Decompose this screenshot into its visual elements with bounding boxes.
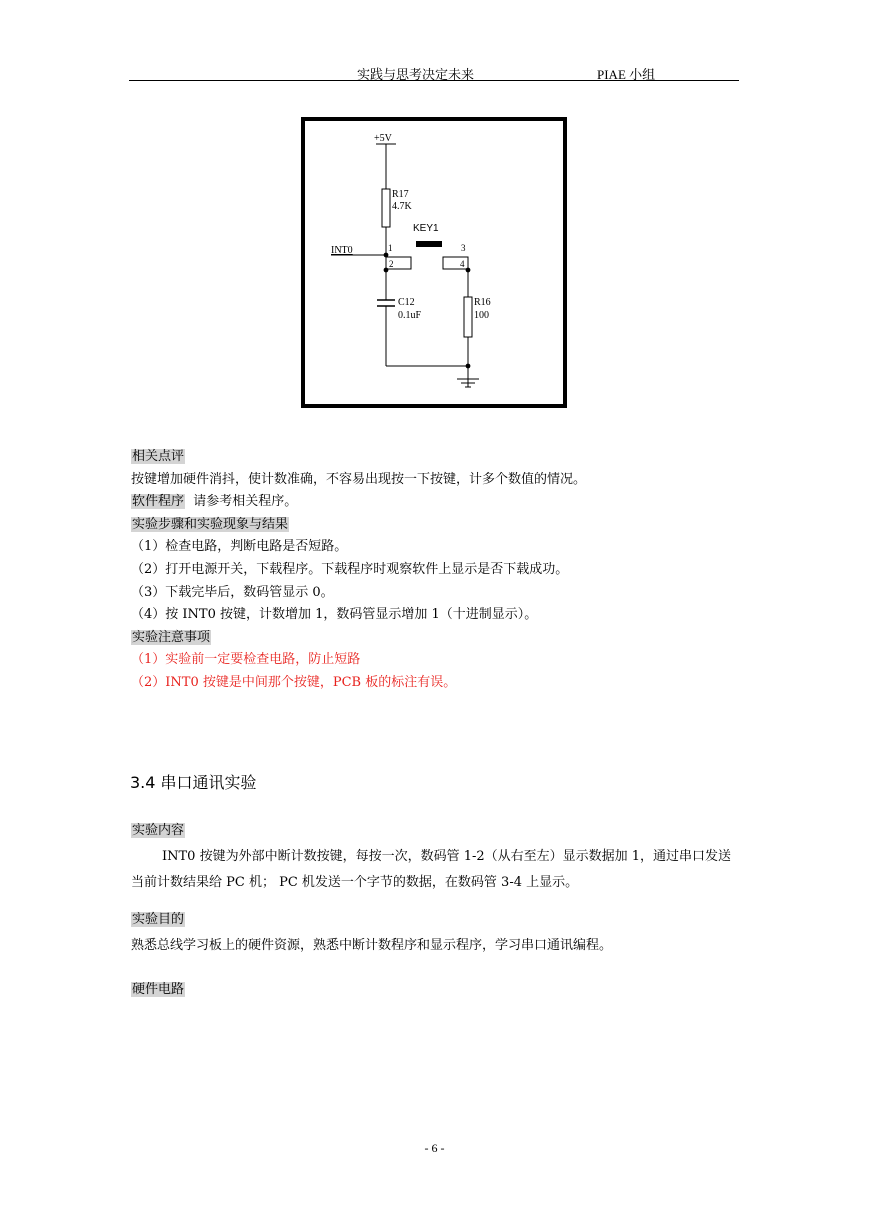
software-text: 请参考相关程序。 bbox=[193, 494, 298, 510]
hardware-label: 硬件电路 bbox=[132, 982, 185, 997]
header-group: PIAE 小组 bbox=[597, 67, 656, 82]
step-item: （4）按 INT0 按键，计数增加 1，数码管显示增加 1（十进制显示）。 bbox=[131, 607, 538, 623]
key1-pin4: 4 bbox=[460, 259, 465, 269]
section-heading: 3.4 串口通讯实验 bbox=[130, 773, 257, 792]
key1-pin1: 1 bbox=[388, 243, 393, 253]
c12-value: 0.1uF bbox=[398, 310, 422, 321]
step-item: （1）检查电路，判断电路是否短路。 bbox=[131, 539, 348, 555]
content-text: INT0 按键为外部中断计数按键，每按一次，数码管 1-2（从右至左）显示数据加 1，通过串口发送当前计数结果给 PC 机； PC 机发送一个字节的数据，在数码管 3-4 上显示。 bbox=[131, 849, 732, 890]
notes-label: 实验注意事项 bbox=[132, 629, 211, 645]
software-label: 软件程序 bbox=[132, 494, 185, 510]
page-header bbox=[129, 62, 739, 81]
node-dot-key-right bbox=[466, 268, 471, 273]
step-item: （3）下载完毕后，数码管显示 0。 bbox=[131, 584, 334, 600]
net-int0-label: INT0 bbox=[331, 245, 353, 256]
key1-name: KEY1 bbox=[413, 223, 439, 234]
content-label: 实验内容 bbox=[132, 823, 185, 838]
r17-name: R17 bbox=[392, 189, 409, 200]
note-item: （2）INT0 按键是中间那个按键，PCB 板的标注有误。 bbox=[131, 674, 457, 690]
purpose-section bbox=[131, 907, 739, 959]
vcc-label: +5V bbox=[374, 133, 392, 144]
content-section bbox=[131, 818, 739, 896]
review-text: 按键增加硬件消抖，使计数准确，不容易出现按一下按键，计多个数值的情况。 bbox=[131, 471, 587, 487]
purpose-text: 熟悉总线学习板上的硬件资源，熟悉中断计数程序和显示程序，学习串口通讯编程。 bbox=[131, 938, 613, 953]
key1-pin2: 2 bbox=[389, 259, 394, 269]
note-item: （1）实验前一定要检查电路，防止短路 bbox=[131, 652, 361, 668]
review-section bbox=[131, 446, 586, 695]
page-number: - 6 - bbox=[424, 1141, 445, 1155]
r16-name: R16 bbox=[474, 297, 491, 308]
steps-label: 实验步骤和实验现象与结果 bbox=[132, 516, 289, 532]
r16-resistor bbox=[464, 297, 472, 337]
circuit-frame bbox=[303, 119, 565, 406]
circuit-diagram bbox=[301, 117, 567, 408]
r17-resistor bbox=[382, 189, 390, 227]
node-dot-ground bbox=[466, 364, 471, 369]
purpose-label: 实验目的 bbox=[132, 912, 185, 927]
key1-button bbox=[416, 241, 442, 247]
review-label: 相关点评 bbox=[132, 449, 185, 464]
hardware-section bbox=[131, 977, 739, 1003]
r17-value: 4.7K bbox=[392, 201, 412, 212]
header-title: 实践与思考决定未来 bbox=[357, 68, 475, 83]
c12-name: C12 bbox=[398, 297, 415, 308]
r16-value: 100 bbox=[474, 310, 489, 321]
step-item: （2）打开电源开关，下载程序。下载程序时观察软件上显示是否下载成功。 bbox=[131, 561, 569, 577]
key1-pin3: 3 bbox=[461, 243, 466, 253]
